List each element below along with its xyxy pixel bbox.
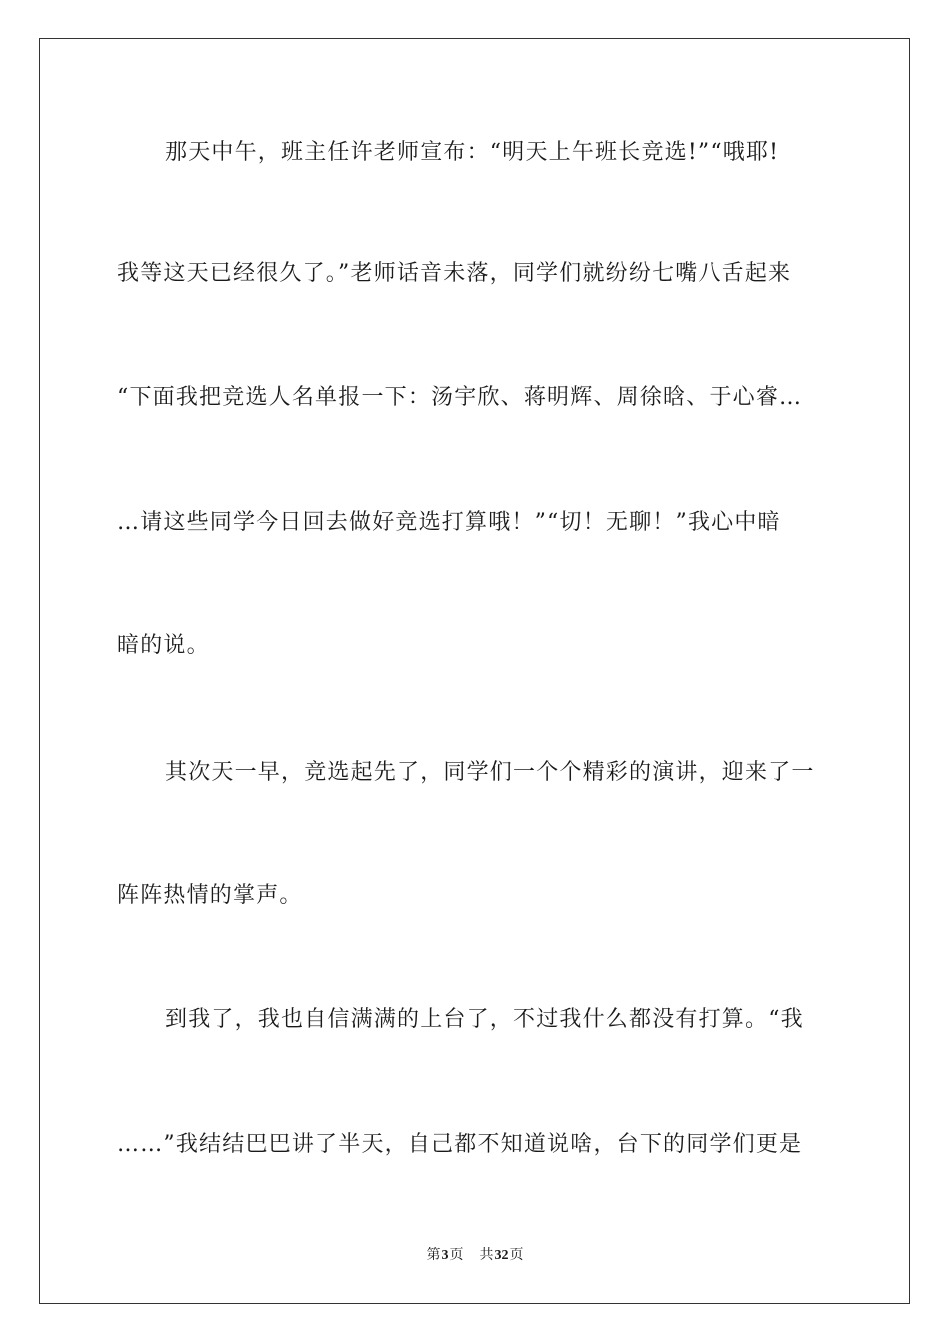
paragraph-line-1: 那天中午，班主任许老师宣布：“明天上午班长竞选!”“哦耶! (165, 140, 780, 165)
total-prefix: 共 (479, 1247, 494, 1263)
page-footer (0, 1246, 950, 1265)
paragraph-line-6: 其次天一早，竞选起先了，同学们一个个精彩的演讲，迎来了一 (165, 760, 815, 785)
page-number: 3 (441, 1248, 449, 1263)
paragraph-line-8: 到我了，我也自信满满的上台了，不过我什么都没有打算。“我 (165, 1007, 804, 1032)
paragraph-line-2: 我等这天已经很久了。”老师话音未落，同学们就纷纷七嘴八舌起来 (117, 261, 792, 286)
total-suffix: 页 (509, 1247, 524, 1263)
paragraph-line-5: 暗的说。 (117, 633, 210, 658)
page-prefix: 第 (426, 1247, 441, 1263)
paragraph-line-7: 阵阵热情的掌声。 (117, 883, 303, 908)
page-suffix: 页 (449, 1247, 464, 1263)
page-border (39, 38, 910, 1304)
paragraph-line-4: …请这些同学今日回去做好竞选打算哦！”“切！无聊！”我心中暗 (117, 510, 781, 535)
paragraph-line-3: “下面我把竞选人名单报一下：汤宇欣、蒋明辉、周徐晗、于心睿… (117, 385, 803, 410)
paragraph-line-9: ……”我结结巴巴讲了半天，自己都不知道说啥，台下的同学们更是 (117, 1132, 803, 1157)
total-pages: 32 (494, 1248, 509, 1263)
